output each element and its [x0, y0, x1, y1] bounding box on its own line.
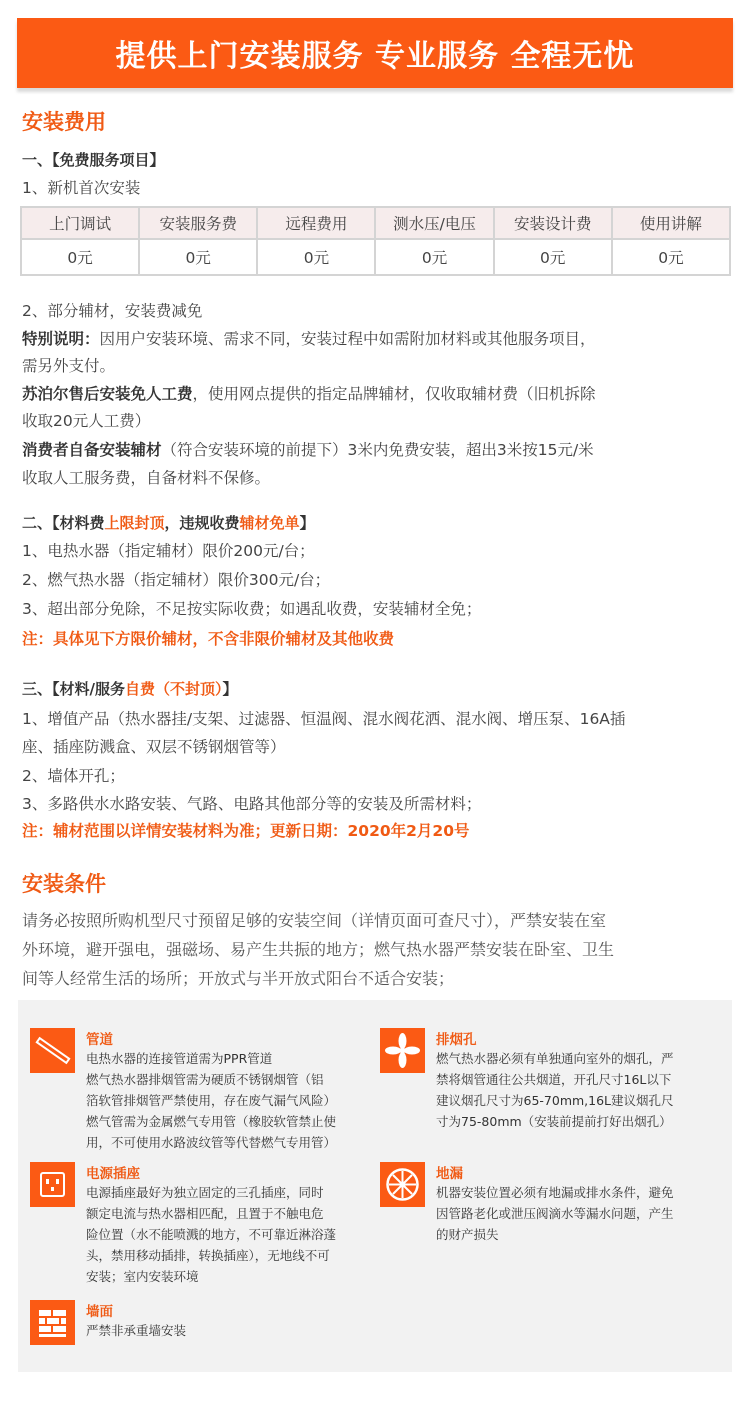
selfpay-line-3: 3、多路供水水路安装、气路、电路其他部分等的安装及所需材料；	[22, 795, 482, 813]
fee-header: 安装服务费	[139, 207, 257, 239]
conditions-panel	[18, 1000, 732, 1372]
special-text-2: 需另外支付。	[22, 357, 116, 375]
condition-drain-desc	[436, 1182, 674, 1245]
desc-line: 额定电流与热水器相匹配，且置于不触电危	[86, 1206, 324, 1221]
conditions-text	[22, 906, 734, 993]
desc-line: 箔软管排烟管严禁使用，存在废气漏气风险）	[86, 1093, 337, 1108]
special-text: 因用户安装环境、需求不同，安装过程中如需附加材料或其他服务项目，	[99, 330, 596, 348]
desc-line: 燃气管需为金属燃气专用管（橡胶软管禁止使	[86, 1114, 337, 1129]
desc-line: 用，不可使用水路波纹管等代替燃气专用管）	[86, 1135, 337, 1150]
desc-line: 禁将烟管通往公共烟道，开孔尺寸16L以下	[436, 1072, 672, 1087]
special-label: 特别说明：	[22, 330, 100, 348]
capped-line-3: 3、超出部分免除，不足按实际收费；如遇乱收费，安装辅材全免；	[22, 600, 482, 618]
aftersale-text: ，使用网点提供的指定品牌辅材，仅收取辅材费（旧机拆除	[192, 385, 596, 403]
self-text-2: 收取人工服务费，自备材料不保修。	[22, 469, 271, 487]
capped-heading-d: 辅材免单	[239, 514, 300, 532]
desc-line: 因管路老化或泄压阀滴水等漏水问题，产生	[436, 1206, 674, 1221]
capped-heading-c: ，违规收费	[164, 514, 240, 532]
capped-heading	[22, 512, 315, 533]
capped-heading-a: 二、【材料费	[22, 514, 105, 532]
desc-line: 燃气热水器必须有单独通向室外的烟孔，严	[436, 1051, 674, 1066]
selfpay-heading-b: 自费（不封顶）	[124, 680, 223, 698]
desc-line: 严禁非承重墙安装	[86, 1323, 187, 1338]
fee-header: 测水压/电压	[375, 207, 493, 239]
condition-drain-title: 地漏	[436, 1166, 463, 1182]
free-item-1: 1、新机首次安装	[22, 179, 141, 197]
special-note	[22, 326, 734, 353]
selfpay-line-1: 1、增值产品（热水器挂/支架、过滤器、恒温阀、混水阀花洒、混水阀、增压泵、16A插	[22, 710, 626, 728]
pipe-icon	[30, 1028, 75, 1073]
desc-line: 机器安装位置必须有地漏或排水条件，避免	[436, 1185, 674, 1200]
desc-line: 安装；室内安装环境	[86, 1269, 199, 1284]
fees-title: 安装费用	[22, 110, 106, 134]
condition-flue-title: 排烟孔	[436, 1032, 477, 1048]
brick-wall-icon	[30, 1300, 75, 1345]
desc-line: 电热水器的连接管道需为PPR管道	[86, 1051, 273, 1066]
capped-heading-b: 上限封顶	[104, 514, 165, 532]
selfpay-note: 注：辅材范围以详情安装材料为准；更新日期：2020年2月20号	[22, 822, 470, 840]
fee-value: 0元	[139, 239, 257, 275]
conditions-line: 间等人经常生活的场所；开放式与半开放式阳台不适合安装；	[22, 969, 455, 988]
fee-value: 0元	[494, 239, 612, 275]
fee-value: 0元	[21, 239, 139, 275]
condition-wall-desc	[86, 1320, 186, 1341]
capped-note: 注：具体见下方限价辅材，不含非限价辅材及其他收费	[22, 630, 395, 648]
selfpay-line-2: 2、墙体开孔；	[22, 767, 125, 785]
selfpay-line-1b: 座、插座防溅盒、双层不锈钢烟管等）	[22, 738, 286, 756]
banner-title: 提供上门安装服务 专业服务 全程无忧	[17, 18, 733, 88]
selfpay-heading	[22, 678, 238, 699]
fan-icon	[380, 1028, 425, 1073]
desc-line: 电源插座最好为独立固定的三孔插座，同时	[86, 1185, 324, 1200]
fee-header: 使用讲解	[612, 207, 730, 239]
aftersale-text-2: 收取20元人工费）	[22, 412, 151, 430]
free-heading: 一、【免费服务项目】	[22, 151, 165, 169]
desc-line: 头，禁用移动插排，转换插座），无地线不可	[86, 1248, 330, 1263]
condition-flue-desc	[436, 1048, 674, 1132]
fee-value: 0元	[257, 239, 375, 275]
capped-line-2: 2、燃气热水器（指定辅材）限价300元/台；	[22, 571, 331, 589]
aftersale-label: 苏泊尔售后安装免人工费	[22, 385, 193, 403]
self-note	[22, 437, 734, 464]
capped-heading-e: 】	[299, 514, 315, 532]
desc-line: 建议烟孔尺寸为65-70mm,16L建议烟孔尺	[436, 1093, 674, 1108]
fee-header: 安装设计费	[494, 207, 612, 239]
condition-pipe-title: 管道	[86, 1032, 113, 1048]
condition-socket-title: 电源插座	[86, 1166, 140, 1182]
socket-icon	[30, 1162, 75, 1207]
free-item-2: 2、部分辅材，安装费减免	[22, 302, 203, 320]
conditions-title: 安装条件	[22, 872, 106, 896]
self-text: （符合安装环境的前提下）3米内免费安装，超出3米按15元/米	[161, 441, 594, 459]
desc-line: 的财产损失	[436, 1227, 499, 1242]
condition-socket-desc	[86, 1182, 336, 1287]
desc-line: 寸为75-80mm（安装前提前打好出烟孔）	[436, 1114, 672, 1129]
desc-line: 燃气热水器排烟管需为硬质不锈钢烟管（铝	[86, 1072, 324, 1087]
selfpay-heading-c: 】	[222, 680, 238, 698]
self-label: 消费者自备安装辅材	[22, 441, 162, 459]
aftersale-note	[22, 381, 734, 408]
fee-table	[20, 206, 731, 276]
conditions-line: 外环境，避开强电，强磁场、易产生共振的地方；燃气热水器严禁安装在卧室、卫生	[22, 940, 615, 959]
desc-line: 险位置（水不能喷溅的地方，不可靠近淋浴蓬	[86, 1227, 337, 1242]
fee-value: 0元	[375, 239, 493, 275]
fee-value: 0元	[612, 239, 730, 275]
capped-line-1: 1、电热水器（指定辅材）限价200元/台；	[22, 542, 315, 560]
conditions-line: 请务必按照所购机型尺寸预留足够的安装空间（详情页面可查尺寸），严禁安装在室	[22, 911, 607, 930]
condition-pipe-desc	[86, 1048, 336, 1153]
selfpay-heading-a: 三、【材料/服务	[22, 680, 125, 698]
fee-header: 远程费用	[257, 207, 375, 239]
condition-wall-title: 墙面	[86, 1304, 113, 1320]
drain-icon	[380, 1162, 425, 1207]
fee-header: 上门调试	[21, 207, 139, 239]
